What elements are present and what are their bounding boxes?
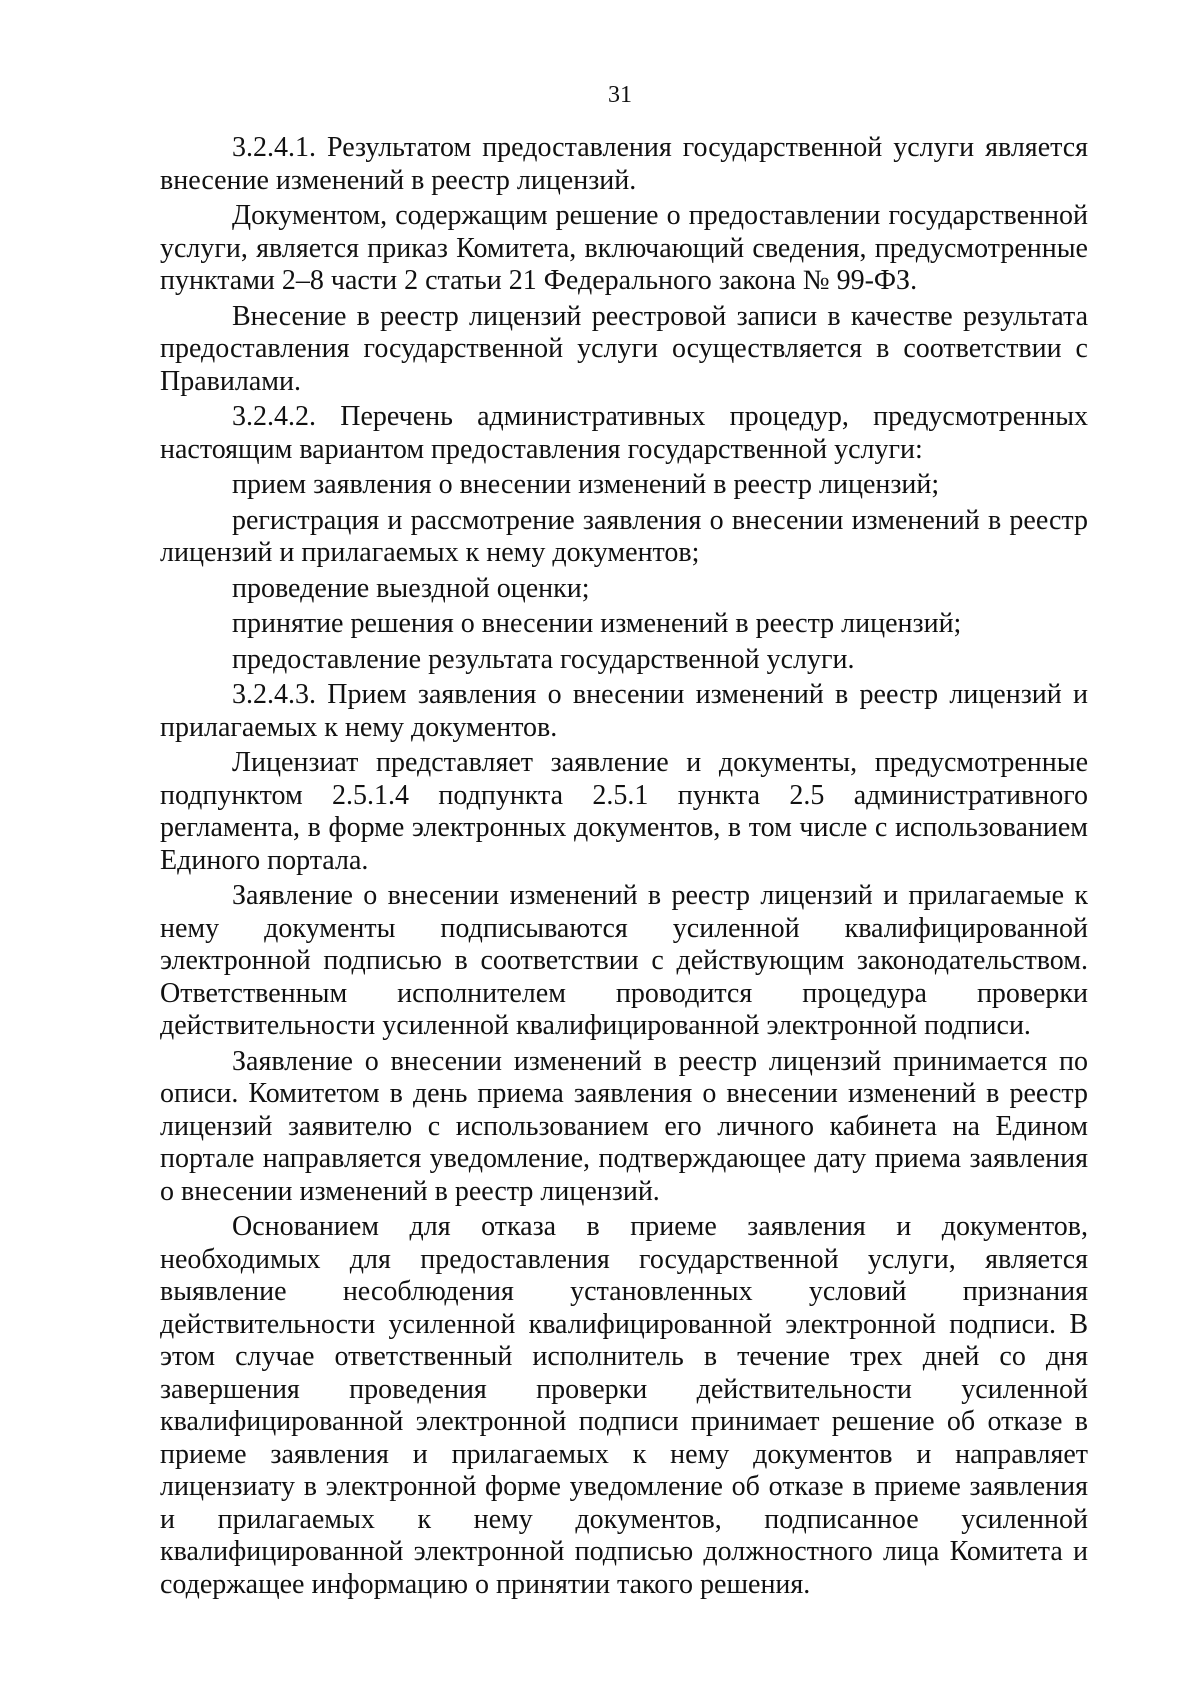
document-body [160, 132, 1088, 1604]
paragraph-3-2-4-1: 3.2.4.1. Результатом предоставления государственной услуги является внесение изменений в реестр лицензий. [160, 132, 1088, 196]
list-item-field-assessment: проведение выездной оценки; [232, 572, 590, 604]
paragraph-3-2-4-2: 3.2.4.2. Перечень административных процедур, предусмотренных настоящим вариантом предоставления государственной услуги: [160, 401, 1088, 465]
paragraph-electronic-signature: Заявление о внесении изменений в реестр лицензий и прилагаемые к нему документы подписываются усиленной квалифицированной электронной подписью в соответствии с действующим законодательством. Ответственным исполнителем проводится процедура проверки действительности усиленной квалифицированной электронной подписи. [160, 880, 1088, 1041]
page-number: 31 [608, 82, 632, 108]
paragraph-registry-entry: Внесение в реестр лицензий реестровой записи в качестве результата предоставления государственной услуги осуществляется в соответствии с Правилами. [160, 300, 1088, 397]
paragraph-decision-document: Документом, содержащим решение о предоставлении государственной услуги, является приказ Комитета, включающий сведения, предусмотренные пунктами 2–8 части 2 статьи 21 Федерального закона № 99-ФЗ. [160, 200, 1088, 296]
list-item-decision: принятие решения о внесении изменений в реестр лицензий; [232, 608, 962, 639]
list-item-registration: регистрация и рассмотрение заявления о внесении изменений в реестр лицензий и прилагаемых к нему документов; [160, 504, 1088, 568]
paragraph-3-2-4-3: 3.2.4.3. Прием заявления о внесении изменений в реестр лицензий и прилагаемых к нему документов. [160, 679, 1088, 743]
paragraph-grounds-for-refusal: Основанием для отказа в приеме заявления и документов, необходимых для предоставления государственной услуги, является выявление несоблюдения установленных условий признания действительности усиленной квалифицированной электронной подписи. В этом случае ответственный исполнитель в течение трех дней со дня завершения проведения проверки действительности усиленной квалифицированной электронной подписи принимает решение об отказе в приеме заявления и прилагаемых к нему документов и направляет лицензиату в электронной форме уведомление об отказе в приеме заявления и прилагаемых к нему документов, подписанное усиленной квалифицированной электронной подписью должностного лица Комитета и содержащее информацию о принятии такого решения. [160, 1211, 1088, 1600]
paragraph-acceptance-by-inventory: Заявление о внесении изменений в реестр лицензий принимается по описи. Комитетом в день приема заявления о внесении изменений в реестр лицензий заявителю с использованием его личного кабинета на Едином портале направляется уведомление, подтверждающее дату приема заявления о внесении изменений в реестр лицензий. [160, 1045, 1088, 1207]
paragraph-licensee-submission: Лицензиат представляет заявление и документы, предусмотренные подпунктом 2.5.1.4 подпункта 2.5.1 пункта 2.5 административного регламента, в форме электронных документов, в том числе с использованием Единого портала. [160, 747, 1088, 876]
list-item-result: предоставление результата государственной услуги. [232, 643, 855, 675]
list-item-reception: прием заявления о внесении изменений в реестр лицензий; [232, 469, 940, 500]
